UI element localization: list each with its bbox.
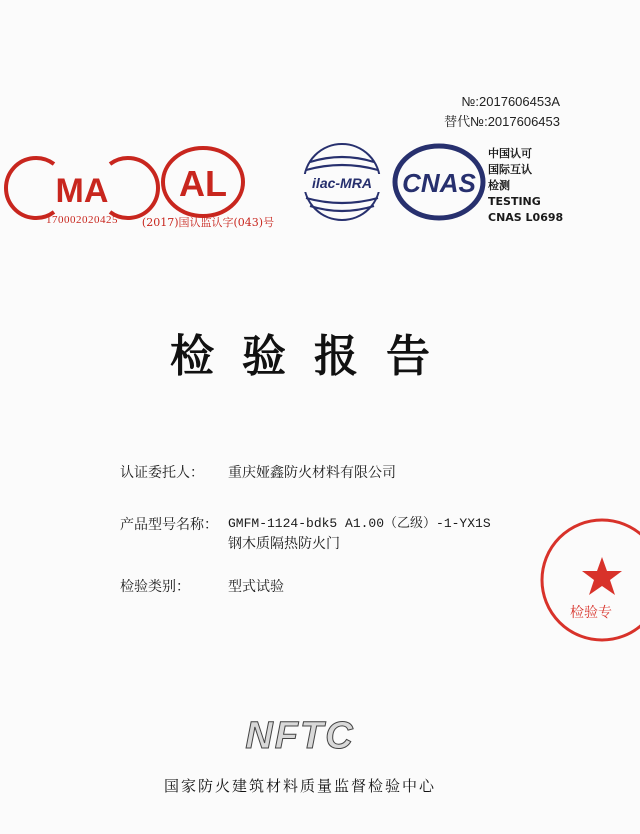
client-value: 重庆娅鑫防火材料有限公司 [228,465,396,481]
nftc-logo-icon [220,710,380,760]
ilac-mark-text: ilac-MRA [312,175,372,191]
cnas-line: 国际互认 [488,163,532,176]
organization-name: 国家防火建筑材料质量监督检验中心 [163,777,436,795]
cnas-line: TESTING [488,195,541,208]
nftc-mark-text: NFTC [245,715,355,757]
cnas-line: CNAS L0698 [488,211,564,224]
model-value-line1: GMFM-1124-bdk5 A1.00（乙级）-1-YX1S [228,516,491,531]
nftc-logo [0,710,600,764]
model-field [120,514,491,554]
inspection-type-value: 型式试验 [228,579,284,595]
cnas-mark-text: CNAS [402,168,476,198]
inspection-type-field [120,576,284,596]
report-number: №:2017606453A [461,94,560,109]
report-number-block [444,92,560,132]
official-seal-icon [530,505,640,655]
cma-code: 170002020425 [46,214,118,226]
cal-mark-text: AL [179,163,227,204]
cal-code: (2017)国认监认字(043)号 [141,216,275,229]
inspection-type-label: 检验类别： [120,579,190,595]
cma-mark-text: MA [55,172,109,210]
model-value [228,514,491,554]
replaces-number: 替代№:2017606453 [444,114,560,129]
client-field [120,462,396,482]
cnas-line: 中国认可 [488,147,532,160]
page-title: 检验报告 [170,331,458,382]
model-label: 产品型号名称： [120,517,218,533]
client-label: 认证委托人： [120,465,204,481]
seal-text: 检验专 [570,605,612,621]
cnas-accreditation-text [488,146,563,226]
cnas-logo-icon [392,142,486,222]
ilac-mra-logo-icon [296,140,388,224]
cnas-line: 检测 [488,179,510,192]
model-value-line2: 钢木质隔热防火门 [228,536,340,552]
